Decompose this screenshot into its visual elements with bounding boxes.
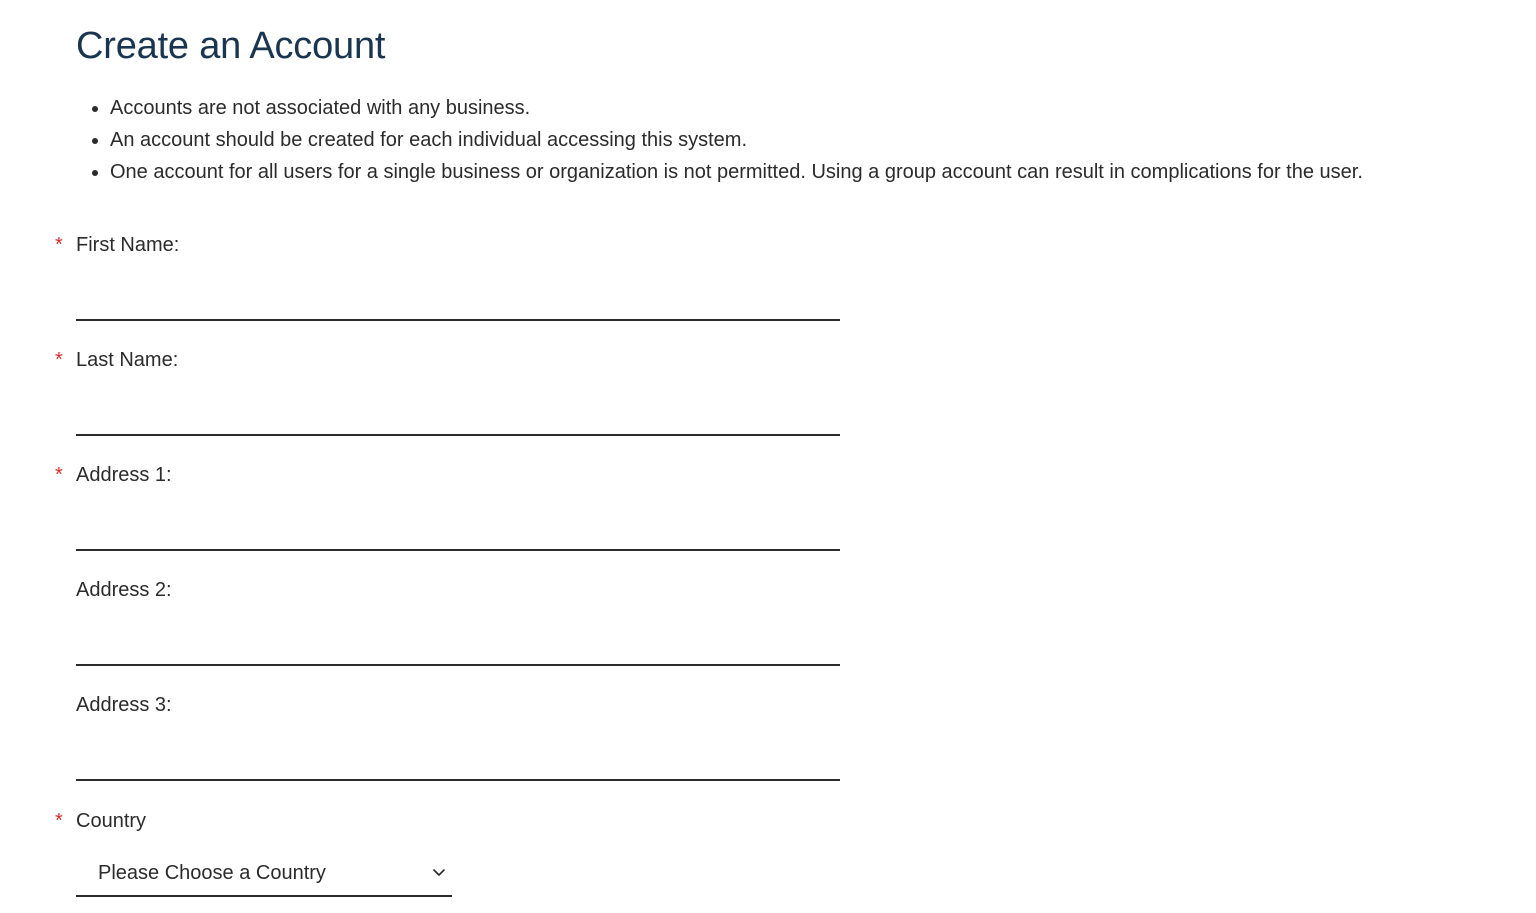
list-item: An account should be created for each individual accessing this system. — [110, 124, 1363, 156]
address3-field-group — [76, 693, 840, 781]
page-title: Create an Account — [76, 25, 386, 67]
country-field-group — [55, 809, 840, 897]
last-name-input[interactable] — [76, 392, 840, 436]
country-select-value: Please Choose a Country — [98, 862, 326, 884]
address3-label: Address 3: — [76, 694, 172, 716]
chevron-down-icon — [432, 865, 446, 879]
first-name-label: First Name: — [76, 234, 180, 256]
last-name-field-group — [55, 348, 840, 436]
address1-label: Address 1: — [76, 464, 172, 486]
address2-input[interactable] — [76, 622, 840, 666]
address1-input[interactable] — [76, 507, 840, 551]
first-name-input[interactable] — [76, 277, 840, 321]
country-label: Country — [76, 810, 147, 832]
account-notes-list — [110, 92, 1363, 188]
country-select[interactable] — [76, 849, 452, 897]
address1-field-group — [55, 463, 840, 551]
address2-field-group — [76, 578, 840, 666]
list-item: One account for all users for a single business or organization is not permitted. Using a group account can result in complications for the user. — [110, 156, 1363, 188]
first-name-field-group — [55, 233, 840, 321]
address2-label: Address 2: — [76, 579, 172, 601]
required-marker: * — [55, 349, 63, 371]
required-marker: * — [55, 234, 63, 256]
required-marker: * — [55, 810, 63, 832]
address3-input[interactable] — [76, 737, 840, 781]
list-item: Accounts are not associated with any business. — [110, 92, 1363, 124]
required-marker: * — [55, 464, 63, 486]
last-name-label: Last Name: — [76, 349, 179, 371]
